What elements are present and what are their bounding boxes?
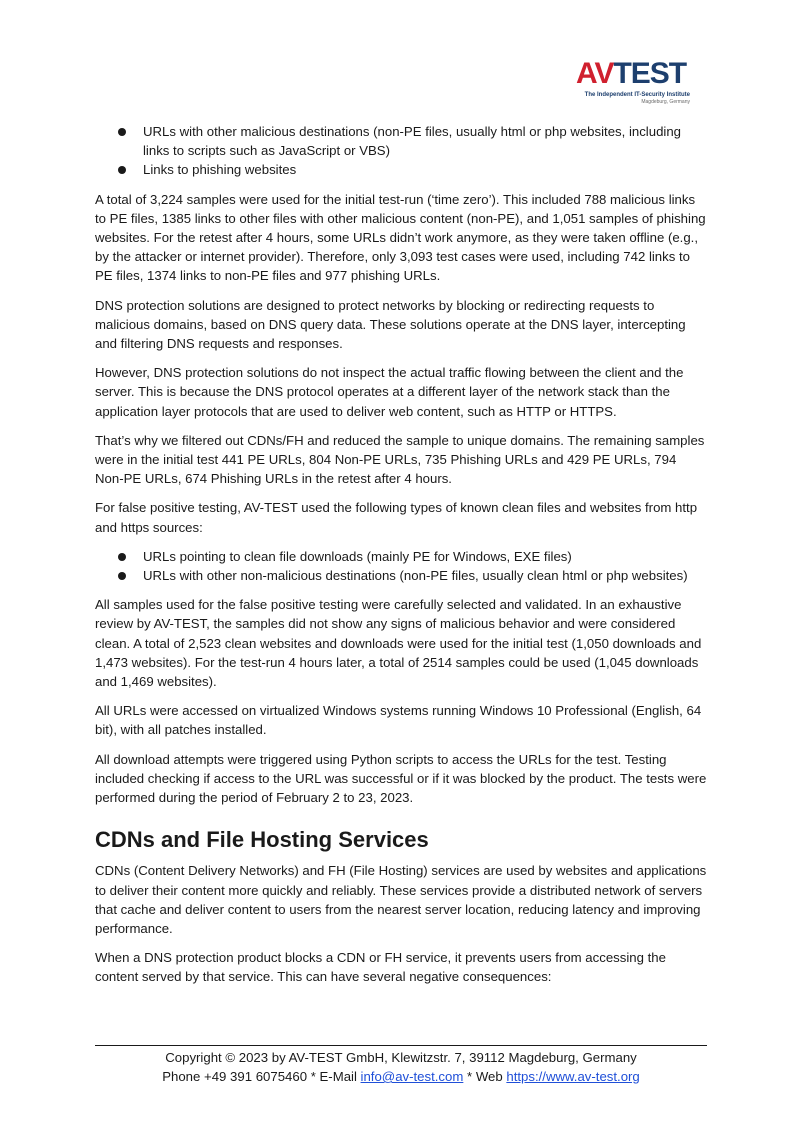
bullet-icon xyxy=(118,553,126,561)
email-link[interactable]: info@av-test.com xyxy=(360,1069,464,1084)
footer-divider xyxy=(95,1045,707,1046)
list-item xyxy=(95,566,707,585)
document-body xyxy=(95,122,707,997)
bullet-icon xyxy=(118,128,126,136)
page-footer xyxy=(95,1048,707,1086)
bullet-list-malicious xyxy=(95,122,707,180)
list-item-text: URLs with other malicious destinations (non-PE files, usually html or php websites, including links to scripts such as JavaScript or VBS) xyxy=(143,124,682,159)
list-item-text: Links to phishing websites xyxy=(143,162,297,178)
paragraph-sample-counts: A total of 3,224 samples were used for the initial test-run (‘time zero’). This included 788 malicious links to PE files, 1385 links to other files with other malicious content (non-PE), and 1,051 samples of phishing websites. For the retest after 4 hours, some URLs didn’t work anymore, as they were taken offline (e.g., by the attacker or internet provider). Therefore, only 3,093 test cases were used, including 742 links to PE files, 1374 links to non-PE files and 977 phishing URLs. xyxy=(95,191,706,284)
website-link[interactable]: https://www.av-test.org xyxy=(506,1069,640,1084)
logo-location: Magdeburg, Germany xyxy=(641,99,690,105)
bullet-icon xyxy=(118,166,126,174)
section-heading: CDNs and File Hosting Services xyxy=(95,827,429,853)
av-test-logo xyxy=(570,58,690,108)
paragraph-filtered-samples: That’s why we filtered out CDNs/FH and reduced the sample to unique domains. The remaining samples were in the initial test 441 PE URLs, 804 Non-PE URLs, 735 Phishing URLs and 429 PE URLs, 794 Non-PE URLs, 674 Phishing URLs in the retest after 4 hours. xyxy=(95,432,705,487)
paragraph-false-positive-intro: For false positive testing, AV-TEST used the following types of known clean files and websites from http and https sources: xyxy=(95,500,698,535)
paragraph-false-positive-validation: All samples used for the false positive testing were carefully selected and validated. In an exhaustive review by AV-TEST, the samples did not show any signs of malicious behavior and were considered clean. A total of 2,523 clean websites and downloads were used for the initial test (1,050 downloads and 1,473 websites). For the test-run 4 hours later, a total of 2514 samples could be used (1,045 downloads and 1,469 websites). xyxy=(95,597,702,690)
paragraph-cdn-intro: CDNs (Content Delivery Networks) and FH (File Hosting) services are used by websites and applications to deliver their content more quickly and reliably. These services provide a distributed network of servers that cache and deliver content to users from the nearest server location, reducing latency and improving performance. xyxy=(95,863,707,936)
bullet-list-clean xyxy=(95,547,707,585)
logo-test: TEST xyxy=(613,57,687,90)
list-item xyxy=(95,547,707,566)
bullet-icon xyxy=(118,572,126,580)
logo-tagline: The Independent IT-Security Institute xyxy=(584,92,690,98)
paragraph-dns-limitations: However, DNS protection solutions do not inspect the actual traffic flowing between the client and the server. This is because the DNS protocol operates at a different layer of the network stack than the application layer protocols that are used to deliver web content, such as HTTP or HTTPS. xyxy=(95,365,684,419)
paragraph-cdn-blocking: When a DNS protection product blocks a CDN or FH service, it prevents users from accessing the content served by that service. This can have several negative consequences: xyxy=(95,950,666,985)
paragraph-dns-protection: DNS protection solutions are designed to protect networks by blocking or redirecting requests to malicious domains, based on DNS query data. These solutions operate at the DNS layer, intercepting and filtering DNS requests and responses. xyxy=(95,297,686,352)
footer-contact xyxy=(95,1067,707,1086)
paragraph-test-procedure: All download attempts were triggered using Python scripts to access the URLs for the test. Testing included checking if access to the URL was successful or if it was blocked by the product. The tests were performed during the period of February 2 to 23, 2023. xyxy=(95,751,707,806)
logo-av: AV xyxy=(576,57,614,90)
list-item xyxy=(95,160,707,179)
logo-wordmark xyxy=(576,58,686,90)
footer-web-prefix: * Web xyxy=(463,1069,507,1084)
list-item-text: URLs with other non-malicious destinations (non-PE files, usually clean html or php websites) xyxy=(143,568,688,584)
paragraph-test-systems: All URLs were accessed on virtualized Windows systems running Windows 10 Professional (English, 64 bit), with all patches installed. xyxy=(95,703,702,738)
footer-copyright: Copyright © 2023 by AV-TEST GmbH, Klewitzstr. 7, 39112 Magdeburg, Germany xyxy=(165,1050,637,1065)
footer-phone: Phone +49 391 6075460 * E-Mail xyxy=(162,1069,361,1084)
list-item xyxy=(95,122,707,160)
list-item-text: URLs pointing to clean file downloads (mainly PE for Windows, EXE files) xyxy=(143,548,572,564)
